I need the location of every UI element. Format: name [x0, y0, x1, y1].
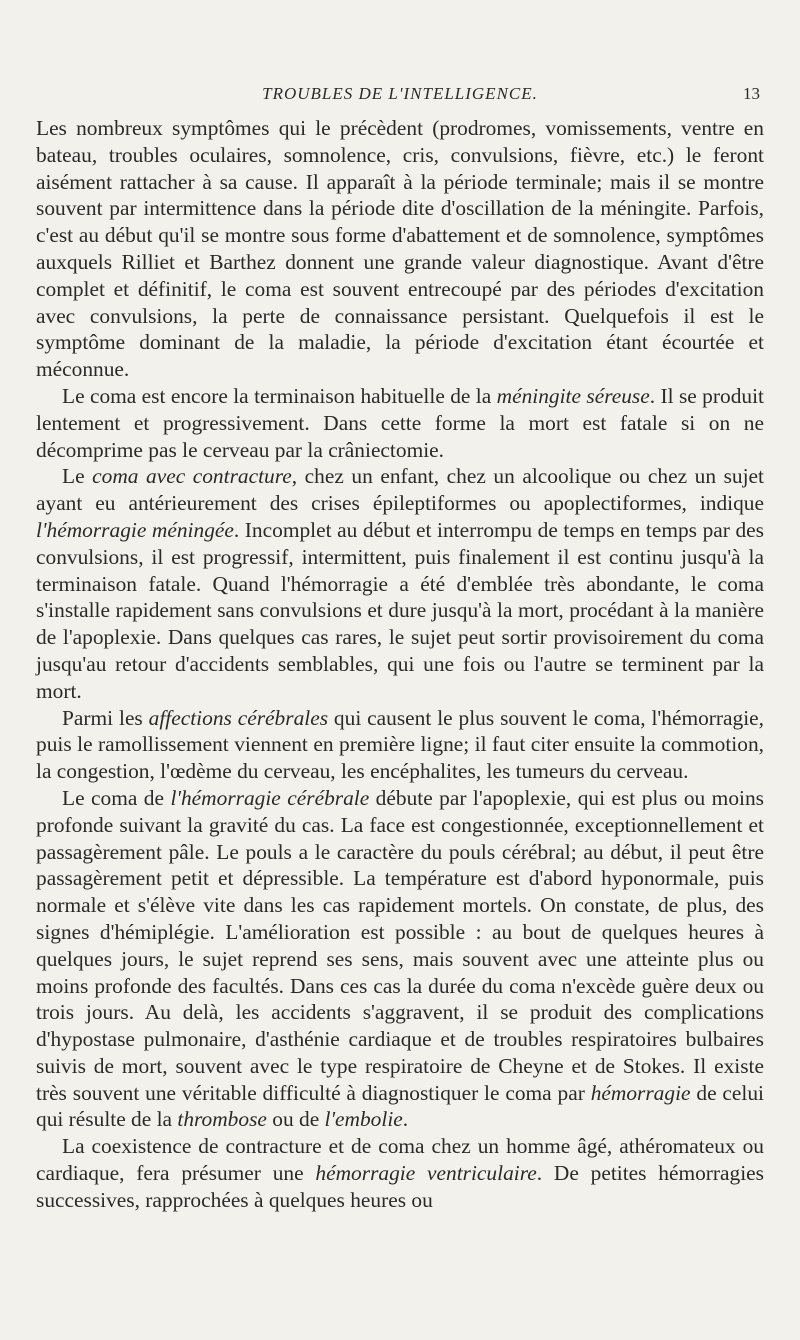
text-run: . De petites hémorragies successives, rapprochées à quelques heures ou — [36, 1161, 765, 1212]
paragraph — [36, 463, 764, 704]
text-run: Le — [62, 464, 93, 489]
italic-term: méningite séreuse — [496, 383, 650, 408]
text-run: Les nombreux symptômes qui le précèdent (prodromes, vomissements, ventre en bateau, troubles oculaires, somnolence, cris, convulsions, fièvre, etc.) le feront aisément rattacher à sa cause. Il apparaît à la période terminale; mais il se montre souvent par intermittence dans la période dite d'oscillation de la méningite. Parfois, c'est au début qu'il se montre sous forme d'abattement et de somnolence, symptômes auxquels Rilliet et Barthez donnent une grande valeur diagnostique. Avant d'être complet et définitif, le coma est souvent entrecoupé par des périodes d'excitation avec convulsions, la perte de connaissance persistant. Quelquefois il est le symptôme dominant de la maladie, la période d'excitation étant écourtée et méconnue. — [36, 116, 764, 382]
running-header — [36, 84, 764, 108]
page-number: 13 — [743, 84, 760, 103]
italic-term: l'hémorragie cérébrale — [170, 785, 370, 810]
text-run: de celui qui résulte de la — [36, 1080, 764, 1132]
paragraph — [36, 785, 764, 1133]
text-run: La coexistence de contracture et de coma chez un homme âgé, athéromateux ou cardiaque, fera présumer une — [36, 1134, 764, 1186]
text-run: . — [402, 1107, 409, 1132]
italic-term: l'embolie — [324, 1107, 403, 1132]
text-run: ou de — [266, 1107, 325, 1132]
text-run: Le coma est encore la terminaison habituelle de la — [62, 383, 497, 408]
text-run: . Incomplet au début et interrompu de temps en temps par des convulsions, il est progressif, intermittent, puis finalement il est continu jusqu'à la terminaison fatale. Quand l'hémorragie a été d'emblée très abondante, le coma s'installe rapidement sans convulsions et dure jusqu'à la mort, procédant à la manière de l'apoplexie. Dans quelques cas rares, le sujet peut sortir provisoirement du coma jusqu'au retour d'accidents semblables, qui une fois ou l'autre se terminent par la mort. — [36, 517, 764, 703]
body-text — [36, 115, 764, 1214]
italic-term: l'hémorragie méningée — [36, 517, 234, 542]
paragraph — [36, 705, 764, 785]
text-run: débute par l'apoplexie, qui est plus ou moins profonde suivant la gravité du cas. La face est congestionnée, exceptionnellement et passagèrement pâle. Le pouls a le caractère du pouls cérébral; au début, il peut être passagèrement petit et dépressible. La température est d'abord hyponormale, puis normale et s'élève vite dans les cas rapidement mortels. On constate, de plus, des signes d'hémiplégie. L'amélioration est possible : au bout de quelques heures à quelques jours, le sujet reprend ses sens, mais souvent avec une atteinte plus ou moins profonde des facultés. Dans ces cas la durée du coma n'excède guère deux ou trois jours. Au delà, les accidents s'aggravent, il se produit des complications d'hypostase pulmonaire, d'asthénie cardiaque et de troubles respiratoires bulbaires suivis de mort, souvent avec le type respiratoire de Cheyne et de Stokes. Il existe très souvent une véritable difficulté à diagnostiquer le coma par — [36, 785, 764, 1105]
paragraph — [36, 1133, 764, 1213]
text-run: , chez un enfant, chez un alcoolique ou chez un sujet ayant eu antérieurement des crises épileptiformes ou apoplectiformes, indique — [36, 464, 764, 516]
italic-term: hémorragie ventriculaire — [315, 1161, 537, 1186]
italic-term: thrombose — [177, 1107, 267, 1132]
text-run: qui causent le plus souvent le coma, l'hémorragie, puis le ramollissement viennent en première ligne; il faut citer ensuite la commotion, la congestion, l'œdème du cerveau, les encéphalites, les tumeurs du cerveau. — [36, 705, 764, 784]
text-run: Parmi les — [62, 705, 149, 730]
running-title: TROUBLES DE L'INTELLIGENCE. — [262, 84, 538, 103]
paragraph — [36, 115, 764, 383]
italic-term: coma avec contracture — [92, 464, 292, 489]
italic-term: affections cérébrales — [148, 705, 329, 730]
text-run: . Il se produit lentement et progressivement. Dans cette forme la mort est fatale si on ne décomprime pas le cerveau par la crâniectomie. — [36, 383, 764, 462]
text-run: Le coma de — [62, 785, 171, 810]
italic-term: hémorragie — [590, 1080, 691, 1105]
paragraph — [36, 383, 764, 463]
